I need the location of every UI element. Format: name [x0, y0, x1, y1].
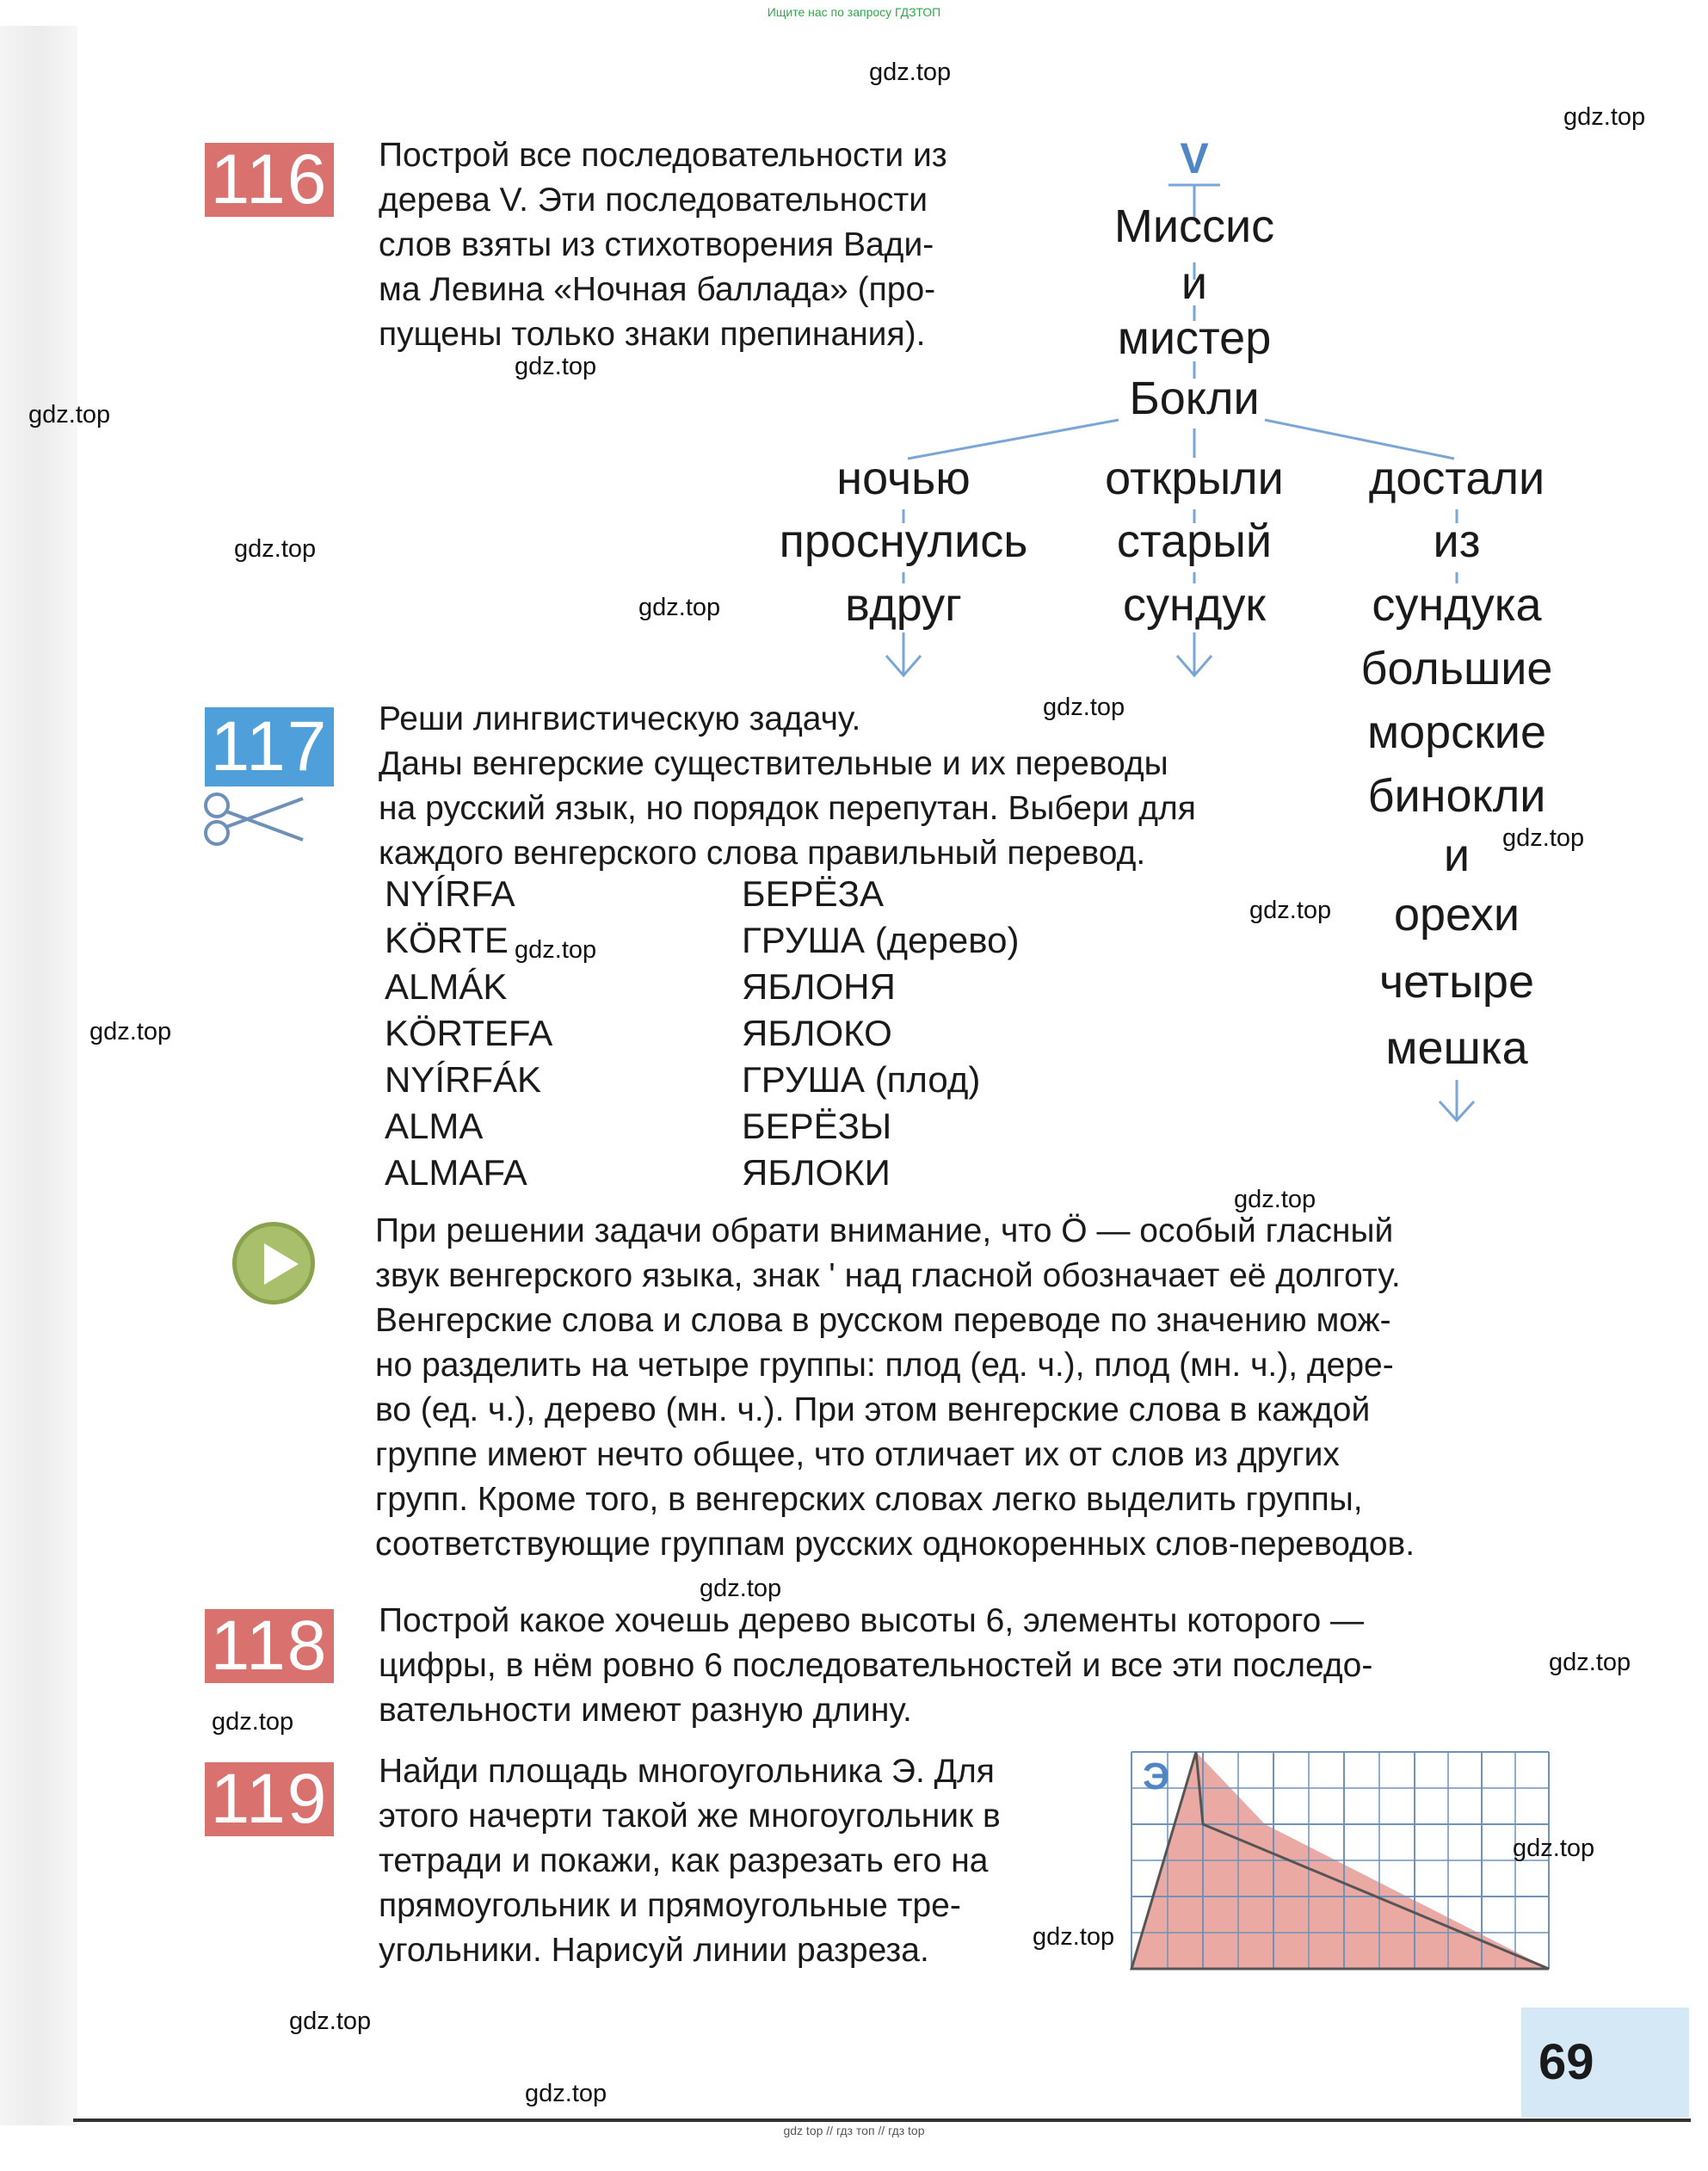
hungarian-word: NYÍRFA: [385, 873, 515, 914]
tree-word: орехи: [1393, 889, 1520, 941]
task-117-line: каждого венгерского слова правильный перевод.: [379, 835, 1146, 872]
tree-word: Бокли: [1129, 373, 1260, 424]
page-number: 69: [1521, 2008, 1689, 2118]
task-number-117: 117: [205, 707, 334, 786]
hungarian-word-list: [385, 871, 694, 1196]
russian-word: ЯБЛОКО: [742, 1013, 892, 1053]
task-number-116: 116: [205, 143, 334, 217]
task-116-line: ма Левина «Ночная баллада» (про-: [379, 271, 936, 308]
task-119-line: прямоугольник и прямоугольные тре-: [379, 1887, 961, 1924]
task-117-hint: [375, 1209, 1557, 1567]
task-118-line: Построй какое хочешь дерево высоты 6, элементы которого —: [379, 1602, 1364, 1639]
tree-word: Миссис: [1113, 200, 1275, 252]
hint-line: При решении задачи обрати внимание, что Ö — особый гласный: [375, 1212, 1394, 1249]
header-note: Ищите нас по запросу ГДЗТОП: [767, 5, 941, 19]
watermark-text: gdz.top: [1549, 1649, 1631, 1676]
hungarian-word: ALMAFA: [385, 1152, 527, 1193]
russian-word: БЕРЁЗА: [742, 873, 885, 914]
tree-word: достали: [1368, 453, 1545, 504]
watermark-text: gdz.top: [1234, 1186, 1316, 1213]
task-119-line: Найди площадь многоугольника Э. Для: [379, 1753, 995, 1790]
watermark-text: gdz.top: [638, 594, 721, 621]
tree-word: ночью: [836, 453, 971, 504]
tree-word: сундука: [1372, 579, 1542, 631]
tree-word: из: [1433, 515, 1481, 567]
task-117-line: на русский язык, но порядок перепутан. Выбери для: [379, 790, 1196, 827]
watermark-text: gdz.top: [212, 1708, 294, 1736]
russian-word: ГРУША (плод): [742, 1059, 981, 1100]
hungarian-word: ALMA: [385, 1106, 484, 1146]
watermark-text: gdz.top: [1249, 897, 1332, 924]
watermark-text: gdz.top: [515, 936, 597, 964]
polygon-grid-figure: [1119, 1738, 1566, 1996]
watermark-text: gdz.top: [28, 401, 111, 429]
watermark-text: gdz.top: [1043, 694, 1125, 721]
task-number-118: 118: [205, 1609, 334, 1683]
tree-word: и: [1443, 830, 1471, 881]
tree-word: мешка: [1385, 1022, 1528, 1074]
russian-word: ЯБЛОНЯ: [742, 966, 896, 1007]
watermark-text: gdz.top: [1033, 1923, 1115, 1951]
tree-word: старый: [1116, 515, 1273, 567]
russian-word: ЯБЛОКИ: [742, 1152, 891, 1193]
task-116-line: дерева V. Эти последовательности: [379, 182, 928, 219]
watermark-text: gdz.top: [89, 1018, 172, 1045]
task-116-line: Построй все последовательности из: [379, 137, 947, 174]
task-number-119: 119: [205, 1762, 334, 1836]
watermark-text: gdz.top: [700, 1575, 782, 1602]
task-119-line: тетради и покажи, как разрезать его на: [379, 1842, 989, 1879]
tree-word: мистер: [1117, 312, 1272, 364]
task-119-line: этого начерти такой же многоугольник в: [379, 1798, 1001, 1835]
watermark-text: gdz.top: [1513, 1835, 1595, 1862]
footer-note: gdz top // гдз топ // гдз top: [783, 2124, 925, 2137]
task-117-line: Даны венгерские существительные и их переводы: [379, 745, 1168, 782]
tree-word: большие: [1360, 643, 1553, 694]
watermark-text: gdz.top: [1563, 103, 1646, 131]
watermark-text: gdz.top: [525, 2080, 607, 2107]
task-118-line: цифры, в нём ровно 6 последовательностей и все эти последо-: [379, 1647, 1373, 1684]
tree-root-label: V: [1180, 134, 1209, 182]
watermark-text: gdz.top: [1502, 824, 1585, 852]
task-117-text: [379, 697, 1291, 876]
tree-word: бинокли: [1367, 770, 1546, 822]
hint-line: соответствующие группам русских однокоренных слов-переводов.: [375, 1526, 1415, 1563]
russian-word-list: [742, 871, 1155, 1196]
task-116-line: слов взяты из стихотворения Вади-: [379, 226, 934, 263]
task-118-text: [379, 1599, 1557, 1733]
watermark-text: gdz.top: [515, 353, 597, 380]
tree-word: сундук: [1123, 579, 1266, 631]
watermark-text: gdz.top: [234, 535, 317, 563]
russian-word: ГРУША (дерево): [742, 920, 1020, 960]
play-icon: [232, 1222, 315, 1304]
hint-line: групп. Кроме того, в венгерских словах легко выделить группы,: [375, 1481, 1363, 1518]
hungarian-word: NYÍRFÁK: [385, 1059, 542, 1100]
watermark-text: gdz.top: [869, 59, 952, 86]
task-119-line: угольники. Нарисуй линии разреза.: [379, 1932, 929, 1969]
tree-word: проснулись: [779, 515, 1028, 567]
hint-line: но разделить на четыре группы: плод (ед. ч.), плод (мн. ч.), дере-: [375, 1347, 1394, 1384]
task-117-line: Реши лингвистическую задачу.: [379, 700, 861, 737]
hint-line: Венгерские слова и слова в русском переводе по значению мож-: [375, 1302, 1391, 1339]
hungarian-word: KÖRTEFA: [385, 1013, 553, 1053]
russian-word: БЕРЁЗЫ: [742, 1106, 892, 1146]
tree-word: четыре: [1379, 956, 1534, 1008]
task-118-line: вательности имеют разную длину.: [379, 1692, 912, 1729]
task-116-line: пущены только знаки препинания).: [379, 316, 926, 353]
polygon-label: Э: [1143, 1755, 1170, 1798]
tree-word: открыли: [1105, 453, 1284, 504]
scissors-icon: [200, 790, 311, 848]
tree-word: морские: [1366, 706, 1546, 758]
hint-line: во (ед. ч.), дерево (мн. ч.). При этом венгерские слова в каждой: [375, 1391, 1371, 1428]
watermark-text: gdz.top: [289, 2008, 372, 2035]
hungarian-word: ALMÁK: [385, 966, 508, 1007]
task-119-text: [379, 1749, 1077, 1973]
tree-word: и: [1181, 257, 1208, 309]
hint-line: звук венгерского языка, знак ʹ над гласной обозначает её долготу.: [375, 1257, 1401, 1294]
tree-word: вдруг: [845, 579, 962, 631]
hungarian-word: KÖRTE: [385, 920, 509, 960]
hint-line: группе имеют нечто общее, что отличает их от слов из других: [375, 1436, 1340, 1473]
